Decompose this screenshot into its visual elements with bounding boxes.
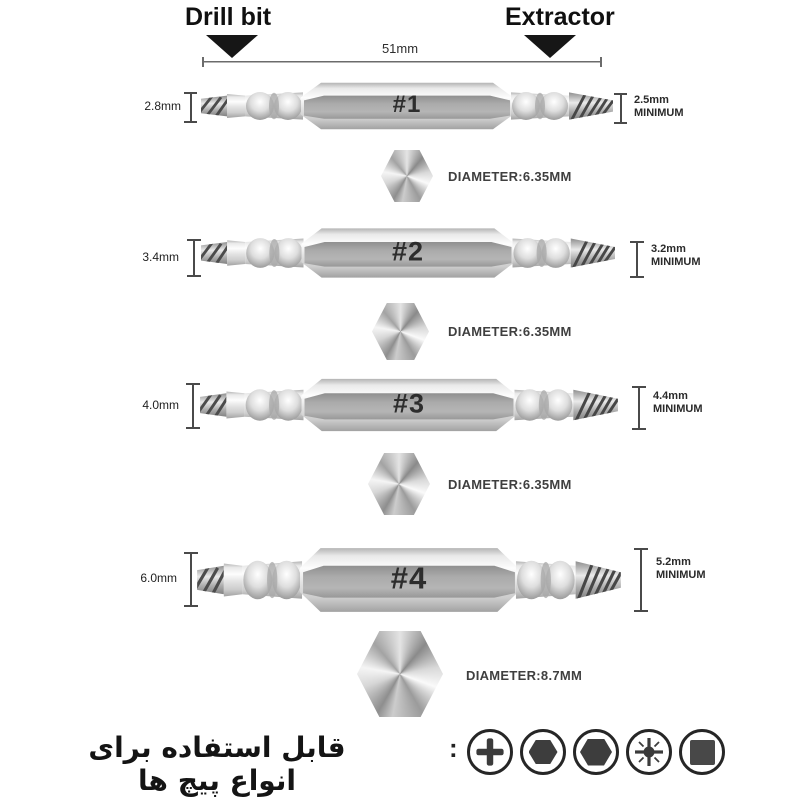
tool-bit-2 <box>197 219 619 287</box>
tool-3-minimum-text: MINIMUM <box>653 403 703 415</box>
tool-3-drill-diameter-label: 4.0mm <box>142 398 179 412</box>
tool-4-right-dimension-marker <box>634 548 648 612</box>
tool-3-size-label: #3 <box>392 388 426 419</box>
hex-spacer-4 <box>357 631 443 717</box>
tool-1-extractor-min-value: 2.5mm <box>634 94 669 106</box>
tool-2-right-dimension-marker <box>630 241 644 278</box>
tool-2-extractor-min-value: 3.2mm <box>651 243 686 255</box>
hex-socket-icon <box>573 729 619 775</box>
tool-2-extractor-min-label <box>651 243 701 269</box>
tool-3-extractor-min-label <box>653 390 703 416</box>
tool-3-right-dimension-marker <box>632 386 646 430</box>
caption-persian: قابل استفاده برای انواع پیچ ها <box>88 731 346 797</box>
tool-1-minimum-text: MINIMUM <box>634 107 684 119</box>
tool-2-minimum-text: MINIMUM <box>651 256 701 268</box>
extractor-label: Extractor <box>505 3 615 31</box>
tool-bit-1 <box>197 74 617 138</box>
hex-spacer-3 <box>368 453 430 515</box>
tool-1-extractor-min-label <box>634 94 684 120</box>
hex-large-glyph <box>580 739 612 766</box>
tool-2-left-dimension-marker <box>187 239 201 277</box>
extractor-pointer-icon <box>524 35 576 58</box>
square-glyph <box>690 740 715 765</box>
overall-length-label: 51mm <box>381 41 419 56</box>
pozidriv-glyph <box>631 734 667 770</box>
tool-2-drill-diameter-label: 3.4mm <box>142 250 179 264</box>
tool-2-size-label: #2 <box>391 236 425 267</box>
caption-colon: : <box>449 733 458 763</box>
tool-bit-4 <box>193 536 625 624</box>
tool-bit-3 <box>196 369 622 441</box>
tool-1-right-dimension-marker <box>614 93 627 124</box>
hex-bolt-icon <box>520 729 566 775</box>
hex-spacer-1 <box>381 150 433 202</box>
pozidriv-icon <box>626 729 672 775</box>
tool-4-left-dimension-marker <box>184 552 198 607</box>
spacer-2-diameter-label: DIAMETER:6.35MM <box>448 324 572 339</box>
tool-4-extractor-min-value: 5.2mm <box>656 556 691 568</box>
tool-3-left-dimension-marker <box>186 383 200 429</box>
tool-4-extractor-min-label <box>656 556 706 582</box>
tool-4-drill-diameter-label: 6.0mm <box>140 571 177 585</box>
square-icon <box>679 729 725 775</box>
tool-4-size-label: #4 <box>390 560 428 596</box>
tool-1-size-label: #1 <box>392 90 422 118</box>
screw-head-icon-row <box>467 729 725 775</box>
tool-1-drill-diameter-label: 2.8mm <box>144 99 181 113</box>
drill-bit-label: Drill bit <box>185 3 272 31</box>
hex-spacer-2 <box>372 303 429 360</box>
phillips-icon <box>467 729 513 775</box>
spacer-4-diameter-label: DIAMETER:8.7MM <box>466 668 583 683</box>
spacer-3-diameter-label: DIAMETER:6.35MM <box>448 477 572 492</box>
tool-3-extractor-min-value: 4.4mm <box>653 390 688 402</box>
hex-glyph <box>529 740 558 764</box>
spacer-1-diameter-label: DIAMETER:6.35MM <box>448 169 572 184</box>
drill-bit-pointer-icon <box>206 35 258 58</box>
phillips-glyph <box>473 735 507 769</box>
tool-4-minimum-text: MINIMUM <box>656 569 706 581</box>
tool-1-left-dimension-marker <box>184 92 197 123</box>
overall-length-dimension-line <box>202 57 602 67</box>
